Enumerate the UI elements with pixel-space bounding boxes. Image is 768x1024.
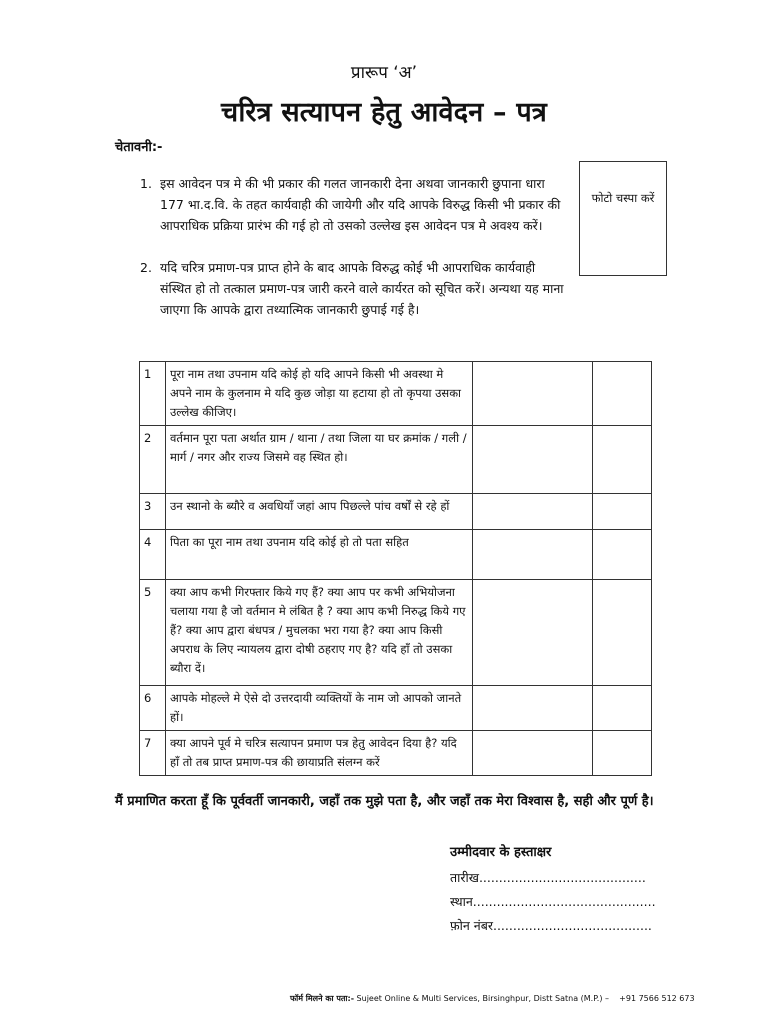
row-answer-cell[interactable]	[473, 494, 593, 530]
place-field[interactable]: स्थान..............................................	[450, 894, 656, 909]
row-number: 4	[140, 530, 166, 580]
row-number: 3	[140, 494, 166, 530]
row-number: 6	[140, 686, 166, 731]
row-answer-cell[interactable]	[473, 362, 593, 426]
warning-item	[140, 173, 570, 259]
warning-item-text: इस आवेदन पत्र मे की भी प्रकार की गलत जानकारी देना अथवा जानकारी छुपाना धारा 177 भा.द.वि. के तहत कार्यवाही की जायेगी और यदि आपके विरुद्ध किसी भी प्रकार की आपराधिक प्रक्रिया प्रारंभ की गई हो तो उसको उल्लेख इस आवेदन पत्र मे अवश्य करें।	[160, 176, 561, 233]
row-question: पिता का पूरा नाम तथा उपनाम यदि कोई हो तो पता सहित	[166, 530, 473, 580]
row-number: 7	[140, 731, 166, 776]
row-extra-cell[interactable]	[593, 580, 652, 686]
footer	[290, 993, 695, 1004]
row-extra-cell[interactable]	[593, 731, 652, 776]
row-question: आपके मोहल्ले मे ऐसे दो उत्तरदायी व्यक्तियों के नाम जो आपको जानते हों।	[166, 686, 473, 731]
row-answer-cell[interactable]	[473, 426, 593, 494]
row-question: उन स्थानो के ब्यौरे व अवधियाँ जहां आप पिछल्ले पांच वर्षों से रहे हों	[166, 494, 473, 530]
photo-placeholder-box	[579, 161, 667, 276]
date-field[interactable]: तारीख..........................................	[450, 870, 646, 885]
row-answer-cell[interactable]	[473, 686, 593, 731]
signature-label: उम्मीदवार के हस्ताक्षर	[450, 845, 552, 860]
declaration-text: मैं प्रमाणित करता हूँ कि पूर्ववर्ती जानकारी, जहाँ तक मुझे पता है, और जहाँ तक मेरा विश्वास है, सही और पूर्ण है।	[115, 794, 654, 809]
table-row	[140, 580, 652, 686]
warning-label: चेतावनी:-	[115, 140, 163, 155]
table-row	[140, 494, 652, 530]
row-extra-cell[interactable]	[593, 530, 652, 580]
form-label: प्रारूप ‘अ’	[350, 63, 418, 83]
warning-item-text: यदि चरित्र प्रमाण-पत्र प्राप्त होने के बाद आपके विरुद्ध कोई भी आपराधिक कार्यवाही संस्थित हो तो तत्काल प्रमाण-पत्र जारी करने वाले कार्यरत को सूचित करें। अन्यथा यह माना जाएगा कि आपके द्वारा तथ्यात्मिक जानकारी छुपाई गई है।	[160, 260, 564, 317]
table-row	[140, 731, 652, 776]
row-question: पूरा नाम तथा उपनाम यदि कोई हो यदि आपने किसी भी अवस्था मे अपने नाम के कुलनाम मे यदि कुछ जोड़ा या हटाया हो तो कृपया उसका उल्लेख कीजिए।	[166, 362, 473, 426]
signature-block	[450, 842, 680, 938]
warning-item	[140, 257, 570, 323]
row-question: क्या आपने पूर्व मे चरित्र सत्यापन प्रमाण पत्र हेतु आवेदन दिया है? यदि हाँ तो तब प्राप्त प्रमाण-पत्र की छायाप्रति संलग्न करें	[166, 731, 473, 776]
row-extra-cell[interactable]	[593, 686, 652, 731]
row-number: 2	[140, 426, 166, 494]
form-title: चरित्र सत्यापन हेतु आवेदन – पत्र	[221, 97, 547, 128]
table-row	[140, 362, 652, 426]
photo-placeholder-text: फोटो चस्पा करें	[591, 191, 655, 205]
footer-address: Sujeet Online & Multi Services, Birsinghpur, Distt Satna (M.P.) –	[354, 994, 609, 1003]
row-extra-cell[interactable]	[593, 494, 652, 530]
row-answer-cell[interactable]	[473, 731, 593, 776]
row-extra-cell[interactable]	[593, 426, 652, 494]
table-row	[140, 530, 652, 580]
applicant-details-table	[139, 361, 652, 776]
row-question: वर्तमान पूरा पता अर्थात ग्राम / थाना / तथा जिला या घर क्रमांक / गली / मार्ग / नगर और राज्य जिसमे वह स्थित हो।	[166, 426, 473, 494]
row-number: 1	[140, 362, 166, 426]
warning-item-number: 1.	[140, 176, 152, 191]
footer-label: फॉर्म मिलने का पता:-	[290, 994, 355, 1003]
row-answer-cell[interactable]	[473, 530, 593, 580]
table-row	[140, 686, 652, 731]
row-answer-cell[interactable]	[473, 580, 593, 686]
footer-phone: +91 7566 512 673	[619, 994, 695, 1003]
phone-field[interactable]: फ़ोन नंबर........................................	[450, 918, 652, 933]
warning-item-number: 2.	[140, 260, 152, 275]
row-question: क्या आप कभी गिरफ्तार किये गए हैं? क्या आप पर कभी अभियोजना चलाया गया है जो वर्तमान मे लंबित है ? क्या आप कभी निरुद्ध किये गए हैं? क्या आप द्वारा बंधपत्र / मुचलका भरा गया है? क्या आप किसी अपराध के लिए न्यायलय द्वारा दोषी ठहराए गए है? यदि हाँ तो उसका ब्यौरा दें।	[166, 580, 473, 686]
table-row	[140, 426, 652, 494]
row-number: 5	[140, 580, 166, 686]
row-extra-cell[interactable]	[593, 362, 652, 426]
